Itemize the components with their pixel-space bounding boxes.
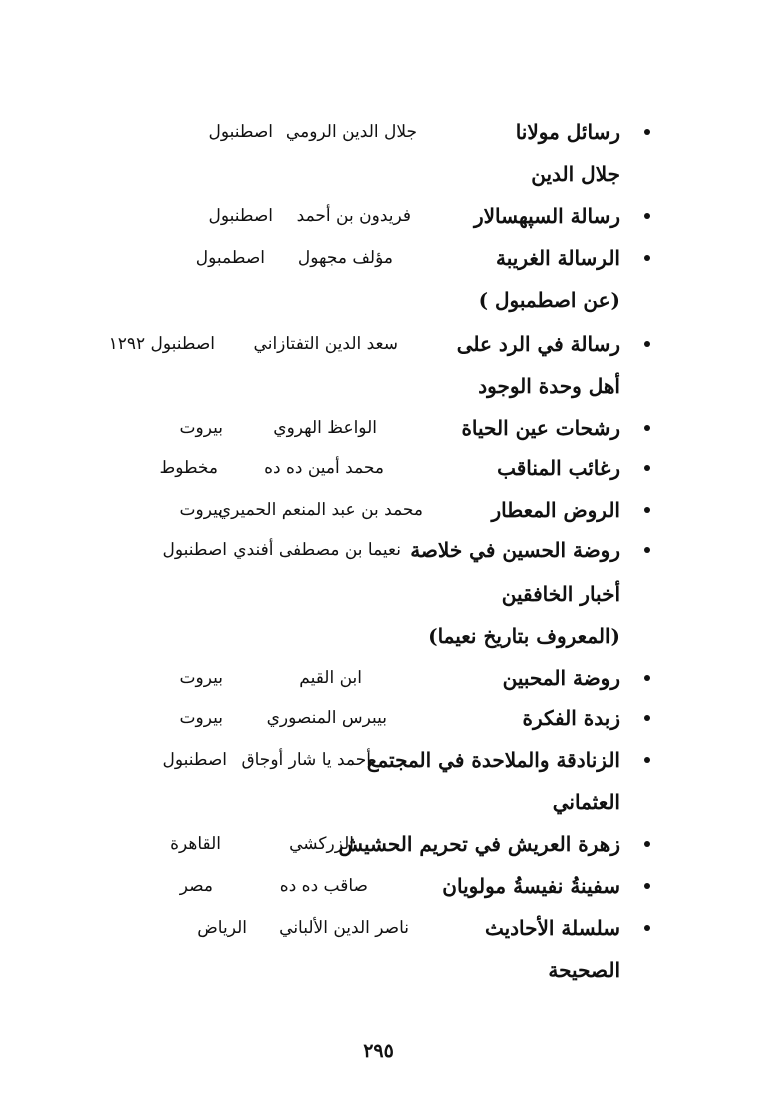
entry-title-continuation: العثماني xyxy=(552,790,620,814)
entry-place: بيروت xyxy=(179,708,223,728)
bibliography-entry xyxy=(0,200,757,240)
bullet-icon xyxy=(644,129,650,135)
entry-place: اصطنبول xyxy=(162,540,227,560)
entry-author: فريدون بن أحمد xyxy=(296,206,411,226)
bullet-icon xyxy=(644,841,650,847)
entry-author: الزركشي xyxy=(289,834,354,854)
entry-title-continuation: أخبار الخافقين xyxy=(501,582,620,606)
entry-place: بيروت xyxy=(179,418,223,438)
entry-author: ناصر الدين الألباني xyxy=(279,918,409,938)
entry-place: الرياض xyxy=(197,918,247,938)
entry-place: بيروت xyxy=(179,668,223,688)
bullet-icon xyxy=(644,925,650,931)
entry-author: نعيما بن مصطفى أفندي xyxy=(233,540,401,560)
entry-author: صاقب ده ده xyxy=(279,876,368,896)
entry-title: رسالة السپهسالار xyxy=(473,204,620,228)
entry-author: أحمد يا شار أوجاق xyxy=(241,750,371,770)
entry-title: الزنادقة والملاحدة في المجتمع xyxy=(366,748,620,772)
bullet-icon xyxy=(644,675,650,681)
bullet-icon xyxy=(644,715,650,721)
bullet-icon xyxy=(644,213,650,219)
entry-title-continuation: جلال الدين xyxy=(531,162,620,186)
entry-title: سلسلة الأحاديث xyxy=(484,916,620,940)
bibliography-entry xyxy=(0,870,757,910)
entry-title: روضة المحبين xyxy=(502,666,620,690)
bibliography-entry xyxy=(0,494,757,534)
bullet-icon xyxy=(644,255,650,261)
entry-title-continuation: أهل وحدة الوجود xyxy=(478,374,620,398)
entry-author: بيبرس المنصوري xyxy=(266,708,387,728)
bibliography-entry xyxy=(0,662,757,702)
entry-author: جلال الدين الرومي xyxy=(285,122,417,142)
entry-place: اصطنبول xyxy=(208,122,273,142)
entry-title: روضة الحسين في خلاصة xyxy=(410,538,620,562)
entry-title-continuation: الصحيحة xyxy=(548,958,620,982)
bibliography-entry xyxy=(0,828,757,868)
entry-place: اصطنبول xyxy=(162,750,227,770)
entry-title: زبدة الفكرة xyxy=(522,706,620,730)
entry-author: الواعظ الهروي xyxy=(273,418,377,438)
entry-title-continuation: (المعروف بتاريخ نعيما) xyxy=(428,624,620,648)
entry-title: سفينةُ نفيسةُ مولويان xyxy=(442,874,620,898)
entry-author: مؤلف مجهول xyxy=(297,248,393,268)
entry-place: القاهرة xyxy=(170,834,221,854)
entry-author: ابن القيم xyxy=(299,668,362,688)
entry-author: سعد الدين التفتازاني xyxy=(253,334,398,354)
entry-title: رسالة في الرد على xyxy=(456,332,620,356)
entry-place: اصطنبول xyxy=(208,206,273,226)
entry-place: مصر xyxy=(179,876,213,896)
bullet-icon xyxy=(644,757,650,763)
entry-author: محمد بن عبد المنعم الحميري xyxy=(217,500,423,520)
entry-title: زهرة العريش في تحريم الحشيش xyxy=(338,832,620,856)
bibliography-entry xyxy=(0,452,757,492)
bibliography-entry xyxy=(0,912,757,952)
bibliography-entry xyxy=(0,412,757,452)
bullet-icon xyxy=(644,547,650,553)
entry-place: بيروت xyxy=(179,500,223,520)
entry-place: مخطوط xyxy=(159,458,218,478)
entry-place: اصطنبول ١٢٩٢ xyxy=(108,334,215,354)
bullet-icon xyxy=(644,507,650,513)
page-number: ٢٩٥ xyxy=(363,1040,394,1062)
entry-title: رشحات عين الحياة xyxy=(461,416,620,440)
bibliography-entry xyxy=(0,744,757,784)
entry-title: الروض المعطار xyxy=(491,498,620,522)
entry-place: اصطمبول xyxy=(195,248,265,268)
entry-title-continuation: (عن اصطمبول ) xyxy=(478,288,620,312)
entry-author: محمد أمين ده ده xyxy=(264,458,384,478)
bullet-icon xyxy=(644,883,650,889)
entry-title: رغائب المناقب xyxy=(497,456,620,480)
bibliography-entry xyxy=(0,328,757,368)
bullet-icon xyxy=(644,425,650,431)
entry-title: الرسالة الغريبة xyxy=(496,246,620,270)
bullet-icon xyxy=(644,341,650,347)
bibliography-entry xyxy=(0,534,757,574)
entry-title: رسائل مولانا xyxy=(515,120,620,144)
bibliography-entry xyxy=(0,242,757,282)
bibliography-entry xyxy=(0,116,757,156)
bullet-icon xyxy=(644,465,650,471)
bibliography-entry xyxy=(0,702,757,742)
